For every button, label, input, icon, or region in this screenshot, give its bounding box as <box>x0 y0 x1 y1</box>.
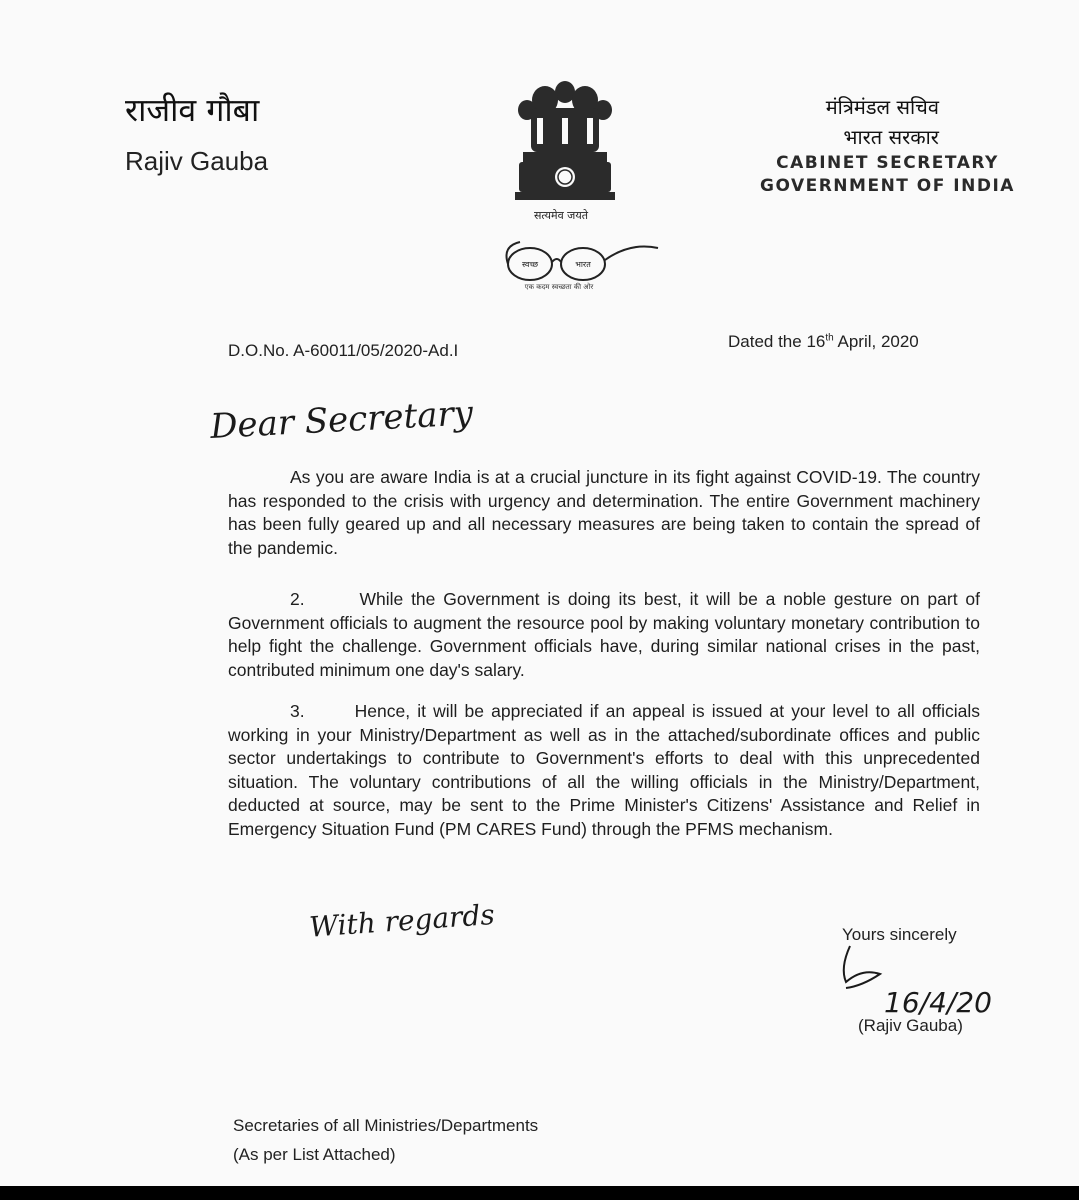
handwritten-regards <box>305 890 565 946</box>
handwritten-salutation <box>204 388 534 448</box>
swachh-tagline: एक कदम स्वच्छता की ओर <box>524 283 594 291</box>
designation-line2: GOVERNMENT OF INDIA <box>760 176 1015 196</box>
salutation-text: Dear Secretary <box>209 393 474 448</box>
regards-text: With regards <box>308 897 496 944</box>
emblem-motto: सत्यमेव जयते <box>533 209 588 222</box>
date-suffix: th <box>825 332 834 344</box>
designation-hindi-line1: मंत्रिमंडल सचिव <box>825 95 939 119</box>
designation-hindi-line2: भारत सरकार <box>843 125 939 149</box>
national-emblem-icon <box>505 78 625 208</box>
date-rest: April, 2020 <box>833 332 919 351</box>
designation-english <box>760 152 1015 198</box>
paragraph-1: As you are aware India is at a crucial juncture in its fight against COVID-19. The country has responded to the crisis with urgency and determination. The entire Government machinery has been fully geared up and all necessary measures are being taken to contain the spread of the pandemic. <box>228 467 980 558</box>
swachh-left-text: स्वच्छ <box>521 260 539 269</box>
paragraph-3: 3. Hence, it will be appreciated if an appeal is issued at your level to all officials working in your Ministry/Department as well as in the attached/subordinate offices and public sector undertakings to contribute to Government's efforts to deal with this unprecedented situation. The voluntary contributions of all the willing officials in the Ministry/Department, deducted at source, may be sent to the Prime Minister's Citizens' Assistance and Relief in Emergency Situation Fund (PM CARES Fund) through the PFMS mechanism. <box>228 701 980 839</box>
signer-name: (Rajiv Gauba) <box>858 1016 963 1035</box>
signature-date: 16/4/20 <box>884 986 992 1019</box>
addressee-line2: (As per List Attached) <box>233 1145 396 1164</box>
addressee-block <box>233 1111 538 1169</box>
date-prefix: Dated the 16 <box>728 332 826 351</box>
swachh-right-text: भारत <box>575 260 591 269</box>
designation-hindi <box>679 92 939 152</box>
paragraph-2: 2. While the Government is doing its best, it will be a noble gesture on part of Government officials to augment the resource pool by making voluntary monetary contribution to help fight the challenge. Government officials have, during similar national crises in the past, contributed minimum one day's salary. <box>228 589 980 680</box>
sender-name-hindi: राजीव गौबा <box>125 91 260 129</box>
designation-line1: CABINET SECRETARY <box>776 153 999 173</box>
addressee-line1: Secretaries of all Ministries/Departments <box>233 1116 539 1135</box>
sender-name-english: Rajiv Gauba <box>125 146 269 176</box>
signature <box>832 938 1012 1020</box>
closing-text: Yours sincerely <box>842 925 957 944</box>
reference-number: D.O.No. A-60011/05/2020-Ad.I <box>228 341 459 360</box>
letter-date <box>728 332 919 352</box>
